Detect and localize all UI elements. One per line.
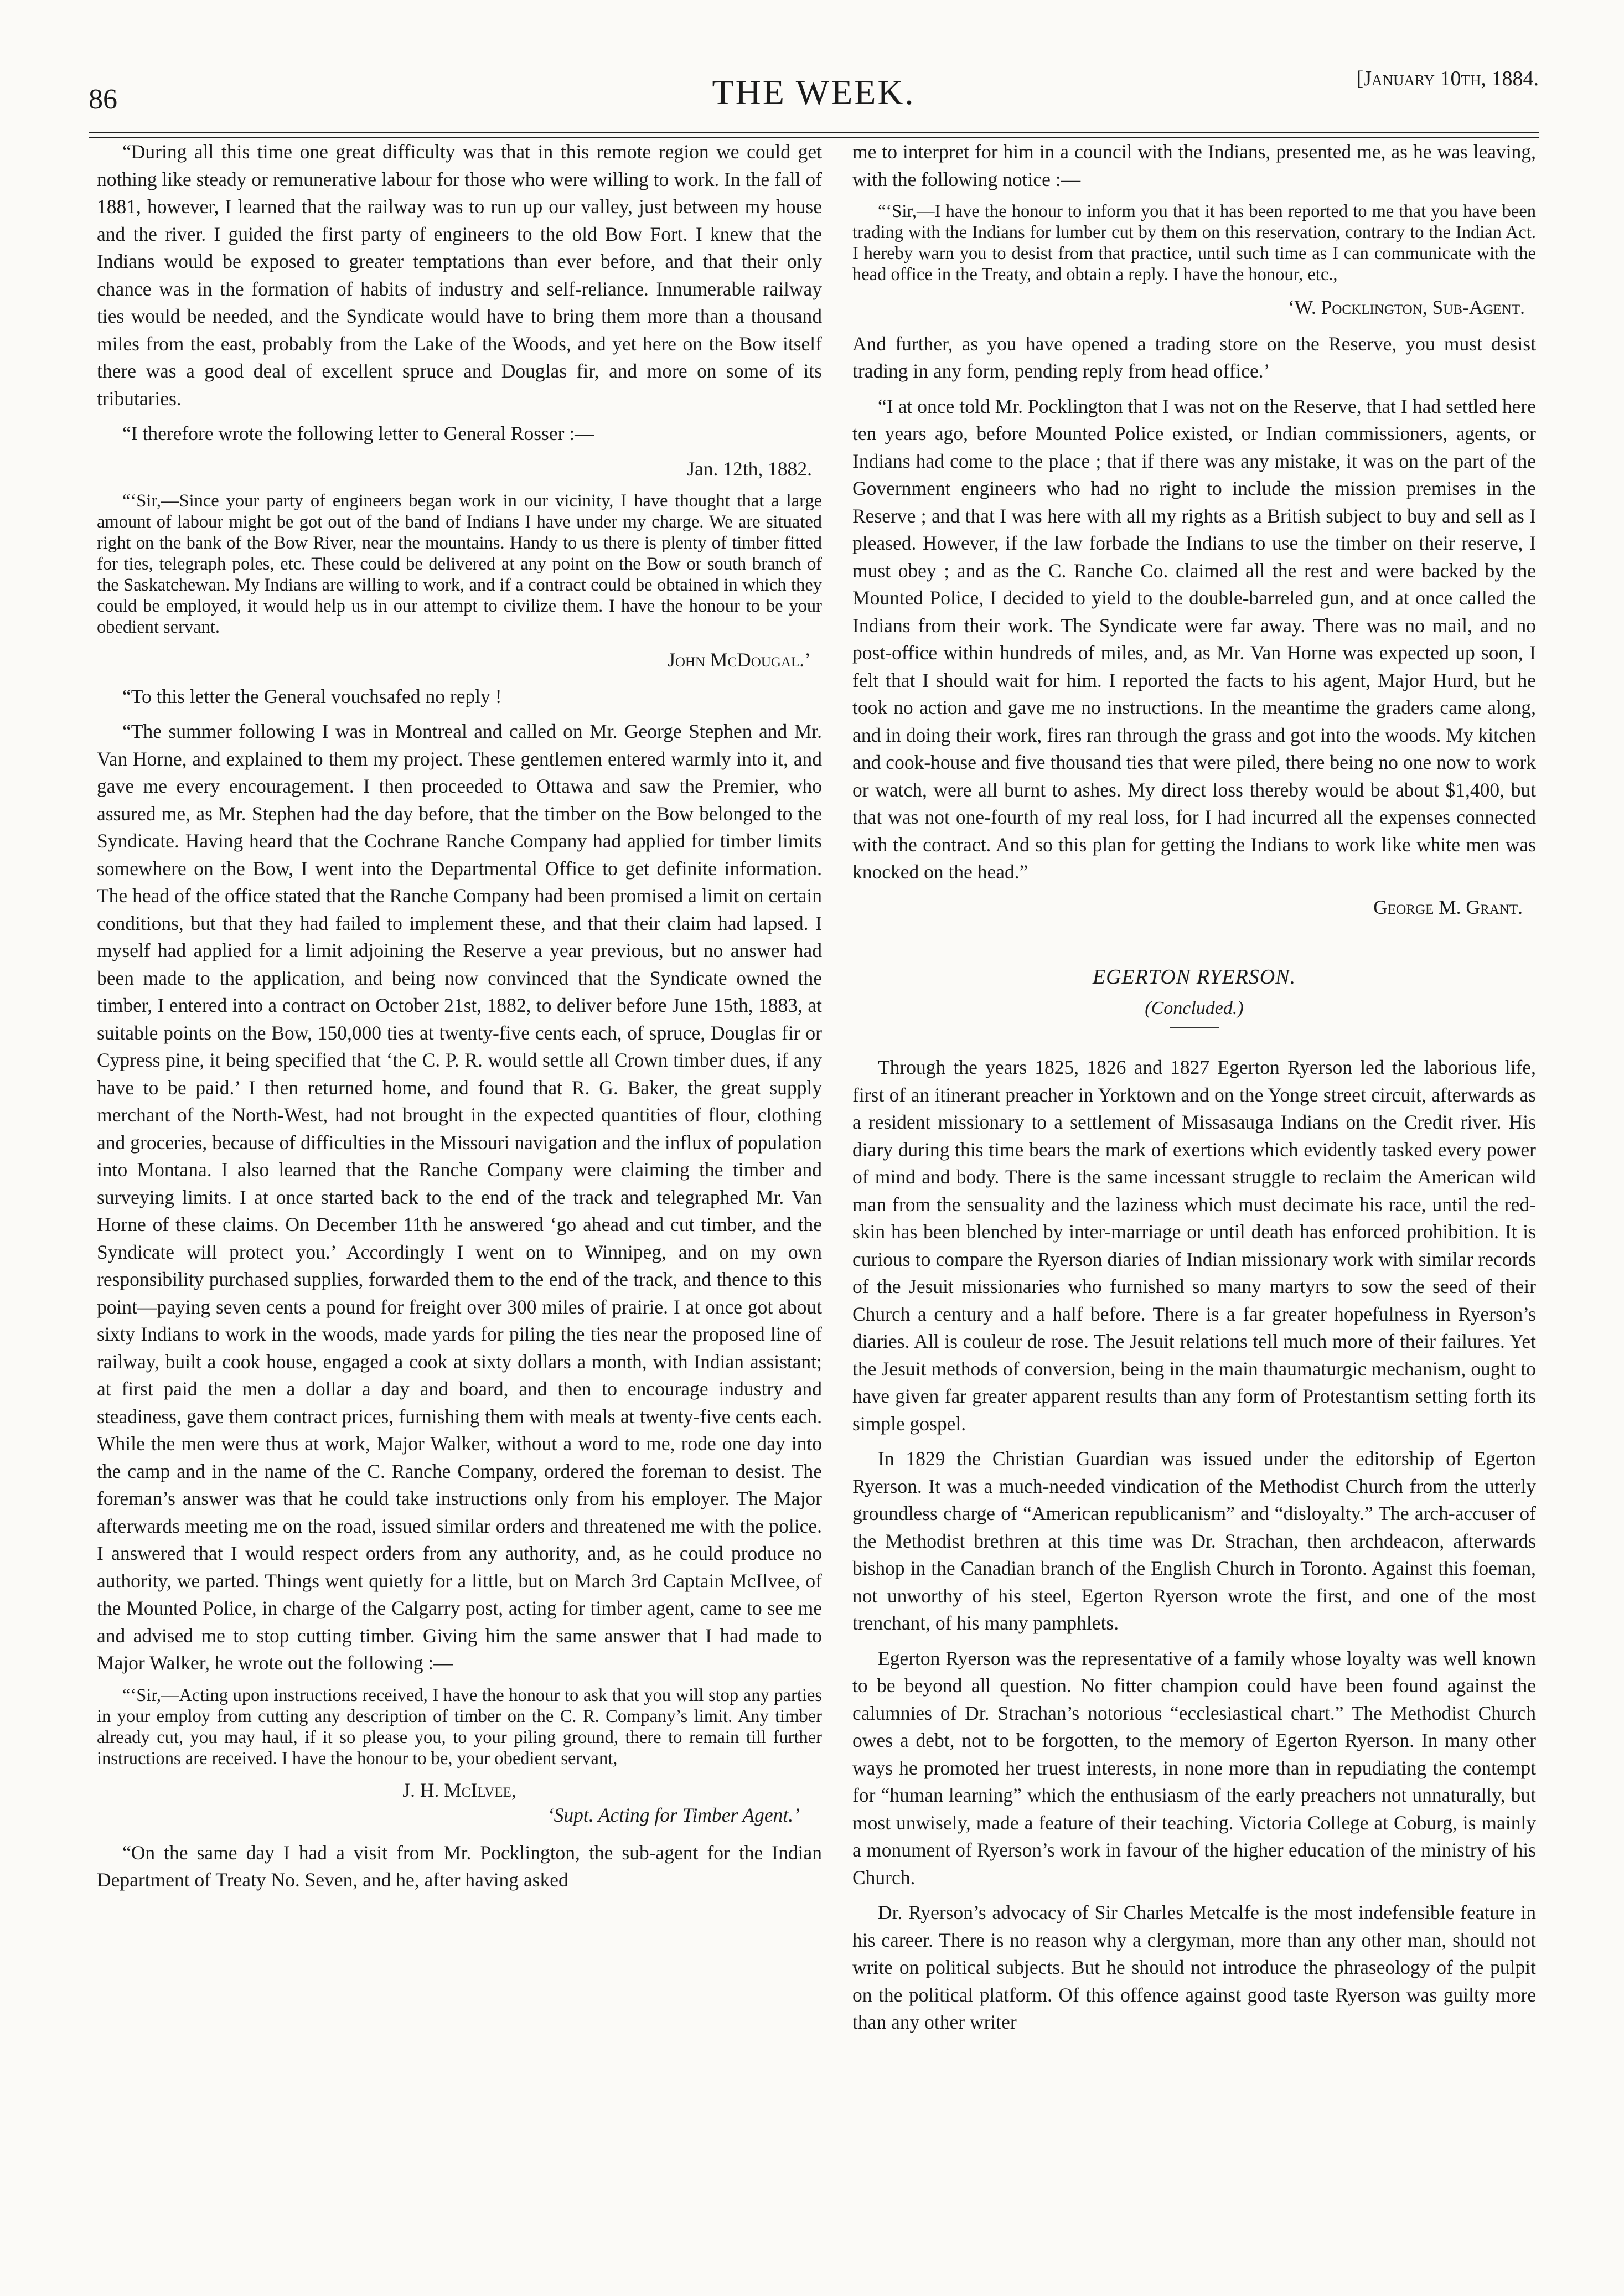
left-column: [97, 138, 822, 1902]
paragraph: “I therefore wrote the following letter to General Rosser :—: [122, 422, 594, 444]
paragraph: Egerton Ryerson was the representative of a family whose loyalty was well known to be beyond all question. No fitter champion could have been found against the calumnies of Dr. Strachan’s notorious “ecclesiastical chart.” The Methodist Church owes a debt, not to be forgotten, to the memory of Egerton Ryerson. In many other ways he promoted her truest interests, in none more than in repudiating the contempt for “human learning” which the enthusiasm of the early preachers not unnaturally, but most unwisely, made a feature of their teaching. Victoria College at Coburg, is mainly a monument of Ryerson’s work in favour of the higher education of the ministry of his Church.: [852, 1647, 1536, 1889]
paragraph: “During all this time one great difficulty was that in this remote region we could get nothing like steady or remunerative labour for those who were willing to work. In the fall of 1881, however, I learned that the railway was to run up our valley, just between my house and the river. I guided the first party of engineers to the old Bow Fort. I knew that the Indians would be exposed to greater temptations than ever before, and that their only chance was in the formation of habits of industry and self-reliance. Innumerable railway ties would be needed, and the Syndicate would have to bring them more than a thousand miles from the east, probably from the Lake of the Woods, and yet here on the Bow itself there was a good deal of excellent spruce and Douglas fir, and more on some of its tributaries.: [97, 141, 822, 410]
paragraph: “I at once told Mr. Pocklington that I was not on the Reserve, that I had settled here ten years ago, before Mounted Police existed, or Indian commissioners, agents, or Indians had come to the place ; that if there was any mistake, it was on the part of the Government engineers who had no right to include the mission premises in the Reserve ; and that I was here with all my rights as a British subject to buy and sell as I pleased. However, if the law forbade the Indians to use the timber on their reserve, I must obey ; and as the C. Ranche Co. claimed all the rest and were backed by the Mounted Police, I decided to yield to the double-barreled gun, and at once called the Indians from their work. The Syndicate were far away. There was no mail, and no post-office within hundreds of miles, and, as Mr. Van Horne was expected up soon, I felt that I should wait for him. I reported the facts to his agent, Major Hurd, but he took no action and gave me no instructions. In the meantime the graders came along, and in doing their work, fires ran through the grass and got into the woods. My kitchen and cook-house and five thousand ties that were piled, there being no one now to work or watch, were all burnt to ashes. My direct loss thereby would be about $1,400, but that was not one-fourth of my real loss, for I had incurred all the expenses connected with the contract. And so this plan for getting the Indians to work like white men was knocked on the head.”: [852, 395, 1536, 883]
right-column: [852, 138, 1536, 2044]
paragraph: “On the same day I had a visit from Mr. Pocklington, the sub-agent for the Indian Department of Treaty No. Seven, and he, after having asked: [97, 1841, 822, 1891]
letter-signature: ‘W. Pocklington, Sub-Agent.: [1287, 296, 1525, 318]
paragraph: Through the years 1825, 1826 and 1827 Egerton Ryerson led the laborious life, first of an itinerant preacher in Yorktown and on the Yonge street circuit, afterwards as a resident missionary to a settlement of Missasauga Indians on the Credit river. His diary during this time bears the mark of exertions which evidently tasked every power of mind and body. There is the same incessant struggle to reclaim the American wild man from the sensuality and the laziness which must decimate his race, until the red-skin has been blenched by inter-marriage or until death has enforced prohibition. It is curious to compare the Ryerson diaries of Indian missionary work with similar records of the Jesuit missionaries who furnished so many martyrs to sow the seed of their Church a century and a half before. There is a far greater hopefulness in Ryerson’s diaries. All is couleur de rose. The Jesuit relations tell much more of their failures. Yet the Jesuit methods of conversion, being in the main thaumaturgic mechanism, ought to have given far greater apparent results than any form of Protestantism setting forth its simple gospel.: [852, 1056, 1536, 1435]
quoted-letter: “‘Sir,—Since your party of engineers began work in our vicinity, I have thought that a large amount of labour might be got out of the band of Indians I have under my charge. We are situated right on the bank of the Bow River, near the mountains. Handy to us there is plenty of timber fitted for ties, telegraph poles, etc. These could be delivered at any point on the Bow or south branch of the Saskatchewan. My Indians are willing to work, and if a contract could be obtained in which they could be employed, it would help us in our attempt to civilize them. I have the honour to be your obedient servant.: [97, 491, 822, 637]
quoted-letter: “‘Sir,—I have the honour to inform you that it has been reported to me that you have been trading with the Indians for lumber cut by them on this reservation, contrary to the Indian Act. I hereby warn you to desist from that practice, until such time as I can communicate with the head office in the Treaty, and obtain a reply. I have the honour, etc.,: [852, 201, 1536, 285]
title-rule: [1170, 1027, 1219, 1028]
header-rule: [89, 132, 1539, 133]
letter-signature: John McDougal.’: [668, 649, 811, 671]
paragraph: “To this letter the General vouchsafed no reply !: [122, 685, 502, 707]
journal-title: THE WEEK.: [712, 73, 916, 112]
masthead: [89, 66, 1539, 144]
article-title: EGERTON RYERSON.: [1092, 965, 1296, 989]
letter-signature-role: ‘Supt. Acting for Timber Agent.’: [547, 1804, 800, 1826]
quoted-letter: “‘Sir,—Acting upon instructions received, I have the honour to ask that you will stop any parties in your employ from cutting any description of timber on the C. R. Company’s limit. Any timber already cut, you may haul, if it so please you, to your piling ground, there to remain till further instructions are received. I have the honour to be, your obedient servant,: [97, 1685, 822, 1768]
letter-date: Jan. 12th, 1882.: [687, 457, 812, 480]
paragraph: me to interpret for him in a council with the Indians, presented me, as he was leaving, with the following notice :—: [852, 141, 1536, 190]
letter-signature: J. H. McIlvee,: [402, 1778, 516, 1801]
paragraph: In 1829 the Christian Guardian was issued under the editorship of Egerton Ryerson. It was a much-needed vindication of the Methodist Church from the utterly groundless charge of “American republicanism” and “disloyalty.” The arch-accuser of the Methodist brethren at this time was Dr. Strachan, then archdeacon, afterwards bishop in the Canadian branch of the English Church in Toronto. Against this foeman, not unworthy of his steel, Egerton Ryerson wrote the first, and one of the most trenchant, of his many pamphlets.: [852, 1447, 1536, 1634]
author-signature: George M. Grant.: [1373, 896, 1523, 918]
paragraph: Dr. Ryerson’s advocacy of Sir Charles Metcalfe is the most indefensible feature in his career. There is no reason why a clergyman, more than any other man, should not write on political subjects. But he should not introduce the phraseology of the pulpit on the political platform. Of this offence against good taste Ryerson was guilty more than any other writer: [852, 1901, 1536, 2033]
page-number: 86: [89, 84, 117, 115]
article-subtitle: (Concluded.): [1145, 997, 1244, 1018]
issue-date: [January 10th, 1884.: [1356, 67, 1539, 90]
paragraph: And further, as you have opened a trading store on the Reserve, you must desist trading in any form, pending reply from head office.’: [852, 332, 1536, 382]
paragraph: “The summer following I was in Montreal and called on Mr. George Stephen and Mr. Van Horne, and explained to them my project. These gentlemen entered warmly into it, and gave me every encouragement. I then proceeded to Ottawa and saw the Premier, who assured me, as Mr. Stephen had the day before, that the timber on the Bow belonged to the Syndicate. Having heard that the Cochrane Ranche Company had applied for timber limits somewhere on the Bow, I went into the Departmental Office to get definite information. The head of the office stated that the Ranche Company had been promised a limit on certain conditions, but that they had failed to implement these, and that their claim had lapsed. I myself had applied for a limit adjoining the Reserve a year previous, but no answer had been made to the application, and being now convinced that the Syndicate owned the timber, I entered into a contract on October 21st, 1882, to deliver before June 15th, 1883, at suitable points on the Bow, 150,000 ties at twenty-five cents each, of spruce, Douglas fir or Cypress pine, it being specified that ‘the C. P. R. would settle all Crown timber dues, if any have to be paid.’ I then returned home, and found that R. G. Baker, the great supply merchant of the North-West, had not brought in the expected quantities of flour, clothing and groceries, because of difficulties in the Missouri navigation and the influx of population into Montana. I also learned that the Ranche Company were claiming the timber and surveying limits. I at once started back to the end of the track and telegraphed Mr. Van Horne of these claims. On December 11th he answered ‘go ahead and cut timber, and the Syndicate will protect you.’ Accordingly I went on to Winnipeg, and on my own responsibility purchased supplies, forwarded them to the end of the track, and thence to this point—paying seven cents a pound for freight over 300 miles of prairie. I at once got about sixty Indians to work in the woods, made yards for piling the ties near the proposed line of railway, built a cook house, engaged a cook at sixty dollars a month, with Indian assistant; at first paid the men a dollar a day and board, and then to encourage industry and steadiness, gave them contract prices, furnishing them with meals at twenty-five cents each. While the men were thus at work, Major Walker, without a word to me, rode one day into the camp and in the name of the C. Ranche Company, ordered the foreman to desist. The foreman’s answer was that he could take instructions only from his employer. The Major afterwards meeting me on the road, issued similar orders and threatened me with the police. I answered that I would respect orders from any authority, and, as he could produce no authority, we parted. Things went quietly for a little, but on March 3rd Captain McIlvee, of the Mounted Police, in charge of the Calgarry post, acting for timber agent, came to see me and advised me to stop cutting timber. Giving him the same answer that I had made to Major Walker, he wrote out the following :—: [97, 720, 822, 1674]
header-rule-thin: [89, 137, 1539, 138]
